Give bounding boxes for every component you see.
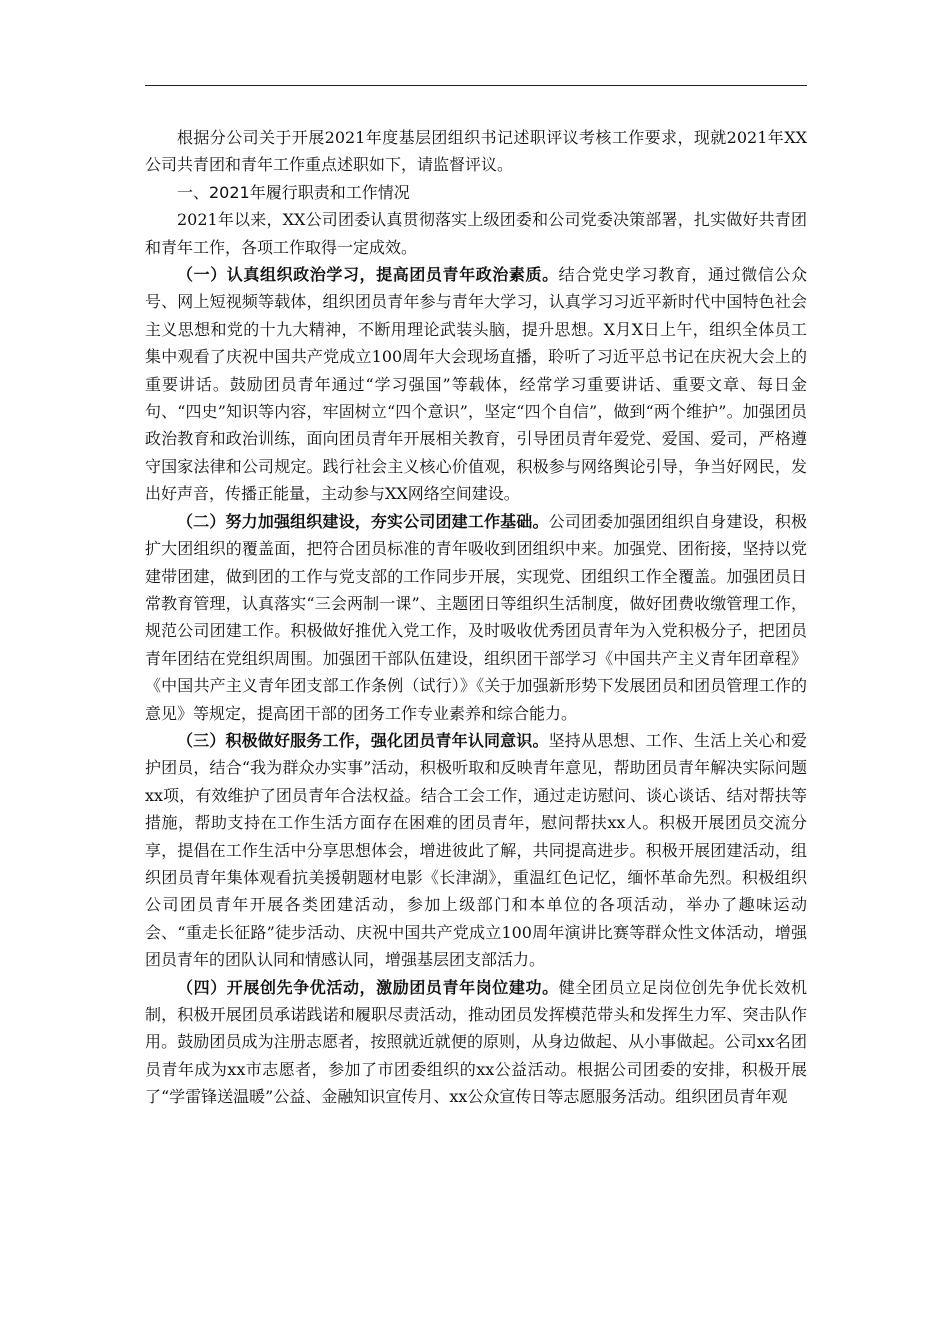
document-body bbox=[145, 124, 807, 1111]
item-lead-2: （二）努力加强组织建设，夯实公司团建工作基础。 bbox=[177, 511, 549, 531]
section-heading: 一、2021年履行职责和工作情况 bbox=[177, 182, 410, 202]
item-paragraph-1 bbox=[145, 261, 807, 508]
item-lead-1: （一）认真组织政治学习，提高团员青年政治素质。 bbox=[177, 265, 559, 285]
item-paragraph-4 bbox=[145, 974, 807, 1111]
item-body-1: 结合党史学习教育，通过微信公众号、网上短视频等载体，组织团员青年参与青年大学习，认真学习习近平新时代中国特色社会主义思想和党的十九大精神，不断用理论武装头脑，提升思想。X月X日上午，组织全体员工集中观看了庆祝中国共产党成立100周年大会现场直播，聆听了习近平总书记在庆祝大会上的重要讲话。鼓励团员青年通过“学习强国”等载体，经常学习重要讲话、重要文章、每日金句、“四史”知识等内容，牢固树立“四个意识”，坚定“四个自信”，做到“两个维护”。加强团员政治教育和政治训练，面向团员青年开展相关教育，引导团员青年爱党、爱国、爱司，严格遵守国家法律和公司规定。践行社会主义核心价值观，积极参与网络舆论引导，争当好网民，发出好声音，传播正能量，主动参与XX网络空间建设。 bbox=[145, 265, 807, 504]
item-paragraph-2 bbox=[145, 508, 807, 727]
item-paragraph-3 bbox=[145, 727, 807, 974]
item-body-2: 公司团委加强团组织自身建设，积极扩大团组织的覆盖面，把符合团员标准的青年吸收到团组织中来。加强党、团衔接，坚持以党建带团建，做到团的工作与党支部的工作同步开展，实现党、团组织工作全覆盖。加强团员日常教育管理，认真落实“三会两制一课”、主题团日等组织生活制度，做好团费收缴管理工作，规范公司团建工作。积极做好推优入党工作，及时吸收优秀团员青年为入党积极分子，把团员青年团结在党组织周围。加强团干部队伍建设，组织团干部学习《中国共产主义青年团章程》《中国共产主义青年团支部工作条例（试行）》《关于加强新形势下发展团员和团员管理工作的意见》等规定，提高团干部的团务工作专业素养和综合能力。 bbox=[145, 511, 807, 723]
item-lead-3: （三）积极做好服务工作，强化团员青年认同意识。 bbox=[177, 730, 549, 750]
item-body-3: 坚持从思想、工作、生活上关心和爱护团员，结合“我为群众办实事”活动，积极听取和反映青年意见，帮助团员青年解决实际问题xx项，有效维护了团员青年合法权益。结合工会工作，通过走访慰问、谈心谈话、结对帮扶等措施，帮助支持在工作生活方面存在困难的团员青年，慰问帮扶xx人。积极开展团员交流分享，提倡在工作生活中分享思想体会，增进彼此了解，共同提高进步。积极开展团建活动，组织团员青年集体观看抗美援朝题材电影《长津湖》，重温红色记忆，缅怀革命先烈。积极组织公司团员青年开展各类团建活动，参加上级部门和本单位的各项活动，举办了趣味运动会、“重走长征路”徒步活动、庆祝中国共产党成立100周年演讲比赛等群众性文体活动，增强团员青年的团队认同和情感认同，增强基层团支部活力。 bbox=[145, 730, 807, 970]
header-rule bbox=[145, 85, 807, 86]
section-intro-paragraph: 2021年以来，XX公司团委认真贯彻落实上级团委和公司党委决策部署，扎实做好共青团和青年工作，各项工作取得一定成效。 bbox=[145, 210, 807, 257]
item-body-4: 健全团员立足岗位创先争优长效机制，积极开展团员承诺践诺和履职尽责活动，推动团员发挥模范带头和发挥生力军、突击队作用。鼓励团员成为注册志愿者，按照就近就便的原则，从身边做起、从小事做起。公司xx名团员青年成为xx市志愿者，参加了市团委组织的xx公益活动。根据公司团委的安排，积极开展了“学雷锋送温暖”公益、金融知识宣传月、xx公众宣传日等志愿服务活动。组织团员青年观 bbox=[145, 977, 807, 1107]
intro-paragraph: 根据分公司关于开展2021年度基层团组织书记述职评议考核工作要求，现就2021年XX公司共青团和青年工作重点述职如下，请监督评议。 bbox=[145, 128, 807, 175]
item-lead-4: （四）开展创先争优活动，激励团员青年岗位建功。 bbox=[177, 977, 559, 997]
